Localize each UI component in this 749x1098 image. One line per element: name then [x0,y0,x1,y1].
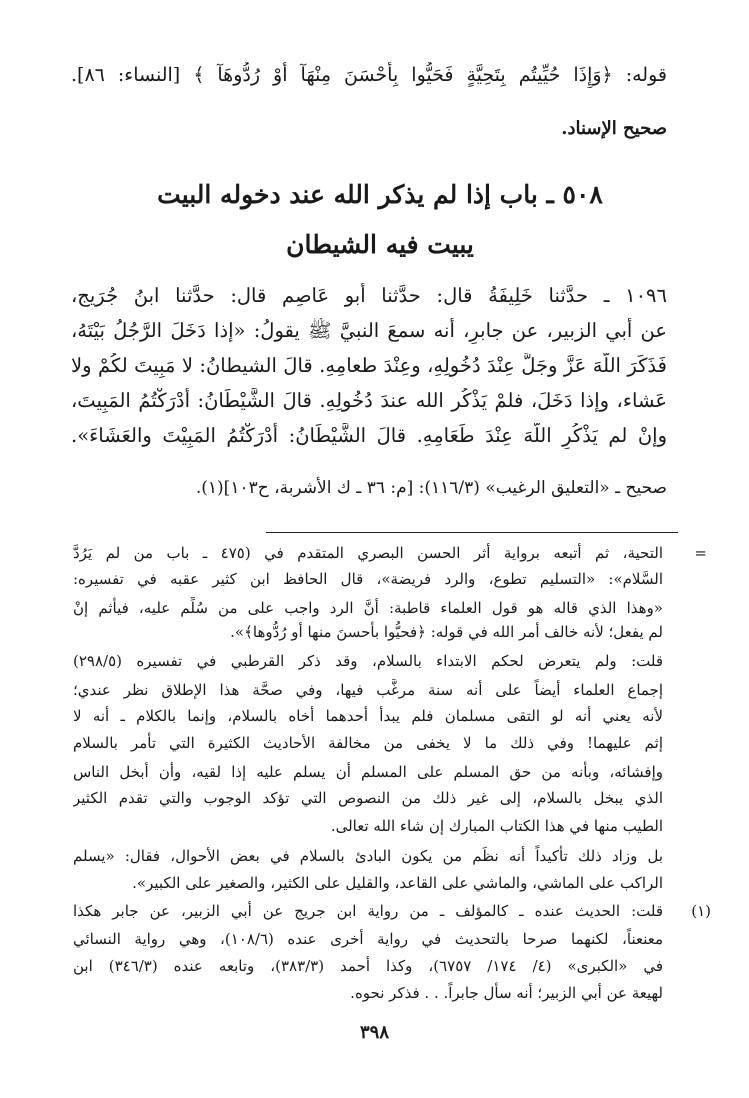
chapter-heading-line-1: ٥٠٨ ـ باب إذا لم يذكر الله عند دخوله البيت [157,180,603,209]
footnote-line: لأنه يعني أنه لو التقى مسلمان فلم يبدأ أحدهما أخاه بالسلام، وإنما بالكلام ـ أنه لا [73,707,663,725]
footnote-1-line: معنعناً، لكنهما صرحا بالتحديث في رواية أخرى عنده (١٠٨/٦)، وهي رواية النسائي [73,930,663,948]
footnote-line: قلت: ولم يتعرض لحكم الابتداء بالسلام، وقد ذكر القرطبي في تفسيره (٢٩٨/٥) [73,652,663,670]
chapter-heading-line-2: يبيت فيه الشيطان [286,230,474,259]
footnote-continuation-marker: = [694,544,707,562]
footnote-1-marker: (١) [691,902,711,920]
footnote-1-line: في «الكبرى» (٤/ ١٧٤/ ٦٧٥٧)، وكذا أحمد (٣٨٣/٣)، وتابعه عنده (٣٤٦/٣) ابن [73,957,663,975]
hadith-grade: صحيح ـ «التعليق الرغيب» (١١٦/٣): [م: ٣٦ ـ ك الأشربة، ح١٠٣](١). [195,478,667,498]
footnote-line: لم يفعل؛ لأنه خالف أمر الله في قوله: ﴿فحيُّوا بأحسنَ منها أو رُدُّوها﴾». [230,623,663,641]
footnote-line: إجماع العلماء أيضاً على أنه سنة مرغَّب فيها، وفي صحَّة هذا الإطلاق نظر عندي؛ [73,681,663,699]
hadith-line: عن أبي الزبير، عن جابرٍ، أنه سمعَ النبيَّ ﷺ يقولُ: «إذا دَخَلَ الرَّجُلُ بَيْتَهُ، [71,319,667,342]
footnote-line: السَّلام»: «التسليم تطوع، والرد فريضة»، قال الحافظ ابن كثير عقبه في تفسيره: [73,570,663,588]
page-number: ٣٩٨ [359,1022,389,1043]
hadith-line: فَذَكَرَ اللَّهَ عَزَّ وجَلَّ عِنْدَ دُخُولِهِ، وعِنْدَ طعامِهِ. قالَ الشيطانُ: لا مَبِيتَ لكُمْ ولا [71,354,667,377]
hadith-line: وإنْ لم يَذْكُرِ اللَّهَ عِنْدَ طَعَامِهِ. قالَ الشَّيْطَانُ: أدْرَكْتُمُ المَبِيْتَ والعَشَاءَ». [71,424,667,447]
footnote-1-line: قلت: الحديث عنده ـ كالمؤلف ـ من رواية ابن جريج عن أبي الزبير، عن جابر هكذا [73,902,663,920]
footnote-line: الطيب منها في هذا الكتاب المبارك إن شاء الله تعالى. [330,817,663,835]
footnote-line: وإفشائه، وبأنه من حق المسلم على المسلم أن يسلم عليه إذا لقيه، وأن أبخل الناس [73,763,663,781]
hadith-line: عَشاء، وإذا دَخَلَ، فلمْ يَذْكُر الله عندَ دُخُولِهِ. قالَ الشَّيْطَانُ: أدْرَكْتُمُ المَبِيتَ، [71,389,667,412]
hadith-line: ١٠٩٦ ـ حدَّثنا خَلِيفَةُ قال: حدَّثنا أبو عَاصِم قال: حدَّثنا ابنُ جُرَيج، [71,284,667,307]
footnote-line: «وهذا الذي قاله هو قول العلماء قاطبة: أنَّ الرد واجب على من سُلِّم عليه، فيأثم إنْ [73,599,663,617]
footnote-line: التحية، ثم أتبعه برواية أثر الحسن البصري المتقدم في (٤٧٥ ـ باب من لم يَرُدَّ [73,544,663,562]
footnote-line: الراكب على الماشي، والماشي على القاعد، والقليل على الكثير، والصغير على الكبير». [132,874,663,892]
footnote-divider [266,532,678,533]
footnote-1-line: لهيعة عن أبي الزبير؛ أنه سأل جابراً. . . فذكر نحوه. [350,984,663,1002]
footnote-line: بل وزاد ذلك تأكيداً أنه نظَم من يكون البادئ بالسلام في بعض الأحوال، فقال: «يسلم [73,847,663,865]
intro-grade: صحيح الإسناد. [561,118,667,139]
footnote-line: الذي يبخل بالسلام، إلى غير ذلك من النصوص التي تؤكد الوجوب والتي تقدم الكثير [73,789,663,807]
footnote-line: إثم عليهما! وفي ذلك ما لا يخفى من مخالفة الأحاديث الكثيرة التي تأمر بالسلام [73,734,663,752]
intro-verse-line: قوله: ﴿وَإِذَا حُيِّيتُم بِتَحِيَّةٍ فَحَيُّوا بِأَحْسَنَ مِنْهَآ أَوْ رُدُّوهَآ ﴾ [النساء: ٨٦]. [71,64,667,86]
